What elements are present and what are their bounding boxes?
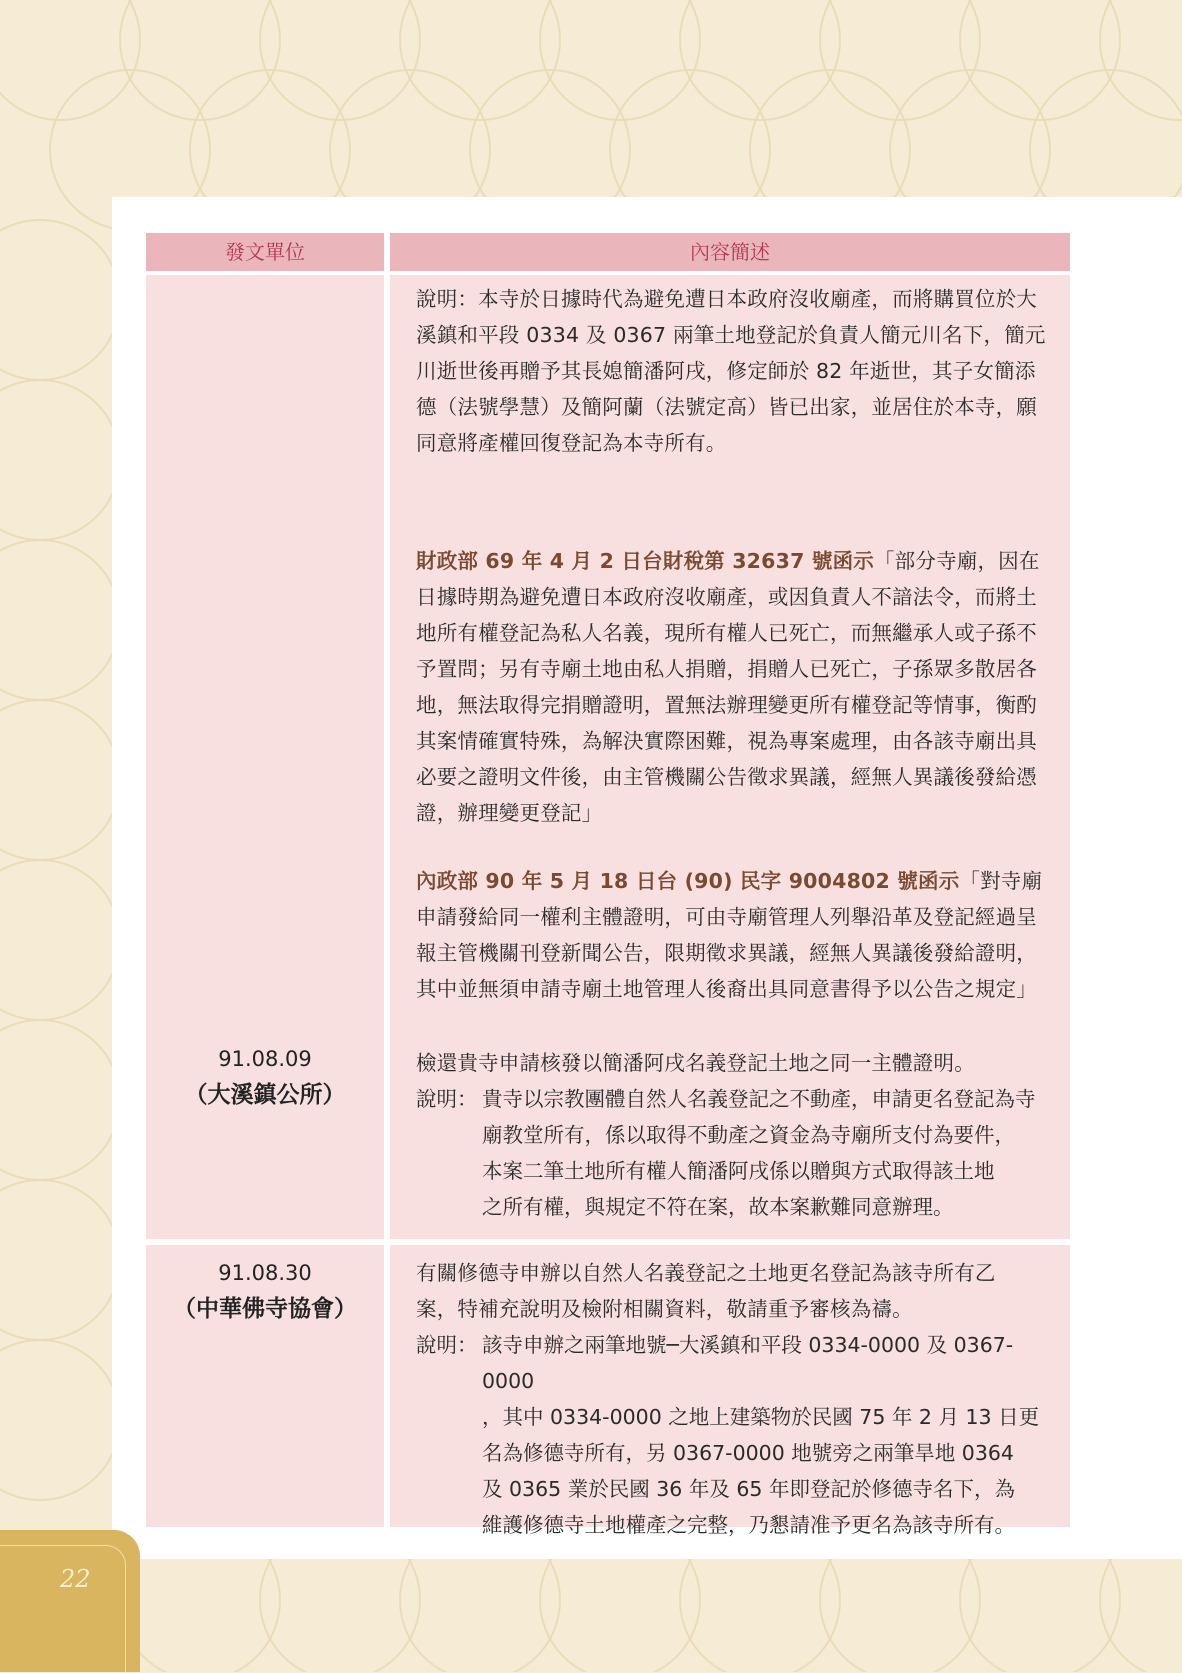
row1-note-line: 貴寺以宗教團體自然人名義登記之不動產，申請更名登記為寺 <box>482 1087 1036 1111</box>
row1-note-line: 廟教堂所有，係以取得不動產之資金為寺廟所支付為要件， <box>482 1123 1015 1147</box>
row1-issuer <box>146 1041 384 1113</box>
row2-note-line: 及 0365 業於民國 36 年及 65 年即登記於修德寺名下，為 <box>482 1477 1015 1501</box>
row2-summary-line: 案，特補充說明及檢附相關資料，敬請重予審核為禱。 <box>416 1297 913 1321</box>
header-content: 內容簡述 <box>390 233 1070 271</box>
row2-note-line: 維護修德寺土地權產之完整，乃懇請准予更名為該寺所有。 <box>482 1513 1015 1537</box>
page-number: 22 <box>60 1565 91 1593</box>
row1-note-line: 本案二筆土地所有權人簡潘阿戌係以贈與方式取得該土地 <box>482 1159 995 1183</box>
citation-interior-head: 內政部 90 年 5 月 18 日台 (90) 民字 9004802 號函示 <box>416 869 960 893</box>
row1-note-body <box>482 1081 1050 1225</box>
row2-issuer-cell <box>146 1245 384 1527</box>
row1-unit: （大溪鎮公所） <box>184 1082 346 1108</box>
row2-note-body <box>482 1327 1050 1543</box>
row2-issuer <box>146 1255 384 1327</box>
row1-summary: 檢還貴寺申請核發以簡潘阿戌名義登記土地之同一主體證明。 <box>416 1051 975 1075</box>
row2-content-cell <box>390 1245 1070 1537</box>
row2-summary-line: 有關修德寺申辦以自然人名義登記之土地更名登記為該寺所有乙 <box>416 1261 996 1285</box>
citation-interior-ministry <box>416 863 1050 1007</box>
row2-date: 91.08.30 <box>218 1261 312 1285</box>
citation-interior-body: 「對寺廟申請發給同一權利主體證明，可由寺廟管理人列舉沿革及登記經過呈報主管機關刊登新聞公告，限期徵求異議，經無人異議後發給證明，其中並無須申請寺廟土地管理人後裔出具同意書得予以公告之規定」 <box>416 869 1043 1001</box>
row1-note-label: 說明： <box>416 1087 478 1111</box>
row2-note-line: ，其中 0334-0000 之地上建築物於民國 75 年 2 月 13 日更 <box>482 1405 1040 1429</box>
row1-note-line: 之所有權，與規定不符在案，故本案歉難同意辦理。 <box>482 1195 954 1219</box>
citation-finance-body: 「部分寺廟，因在日據時期為避免遭日本政府沒收廟產，或因負責人不諳法令，而將土地所有權登記為私人名義，現所有權人已死亡，而無繼承人或子孫不予置問；另有寺廟土地由私人捐贈，捐贈人已死亡，子孫眾多散居各地，無法取得完捐贈證明，置無法辦理變更所有權登記等情事，衡酌其案情確實特殊，為解決實際困難，視為專案處理，由各該寺廟出具必要之證明文件後，由主管機關公告徵求異議，經無人異議後發給憑證，辦理變更登記」 <box>416 549 1040 825</box>
row2-note-line: 名為修德寺所有，另 0367-0000 地號旁之兩筆旱地 0364 <box>482 1441 1014 1465</box>
citation-finance-head: 財政部 69 年 4 月 2 日台財稅第 32637 號函示 <box>416 549 874 573</box>
row2-note-line: 該寺申辦之兩筆地號─大溪鎮和平段 0334-0000 及 0367-0000 <box>482 1333 1014 1393</box>
row1-issuer-cell <box>146 275 384 1239</box>
row2-note-label: 說明： <box>416 1333 478 1357</box>
row1-date: 91.08.09 <box>218 1047 312 1071</box>
citation-finance-ministry <box>416 543 1050 831</box>
header-issuer: 發文單位 <box>146 233 384 271</box>
row1-content-cell <box>390 275 1070 1239</box>
row2-unit: （中華佛寺協會） <box>173 1296 357 1322</box>
explanation-paragraph: 說明：本寺於日據時代為避免遭日本政府沒收廟產，而將購買位於大溪鎮和平段 0334 及 0367 兩筆土地登記於負責人簡元川名下，簡元川逝世後再贈予其長媳簡潘阿戌，修定師於 82 年逝世，其子女簡添德（法號學慧）及簡阿蘭（法號定高）皆已出家，並居住於本寺，願同意將產權回復登記為本寺所有。 <box>416 287 1046 455</box>
